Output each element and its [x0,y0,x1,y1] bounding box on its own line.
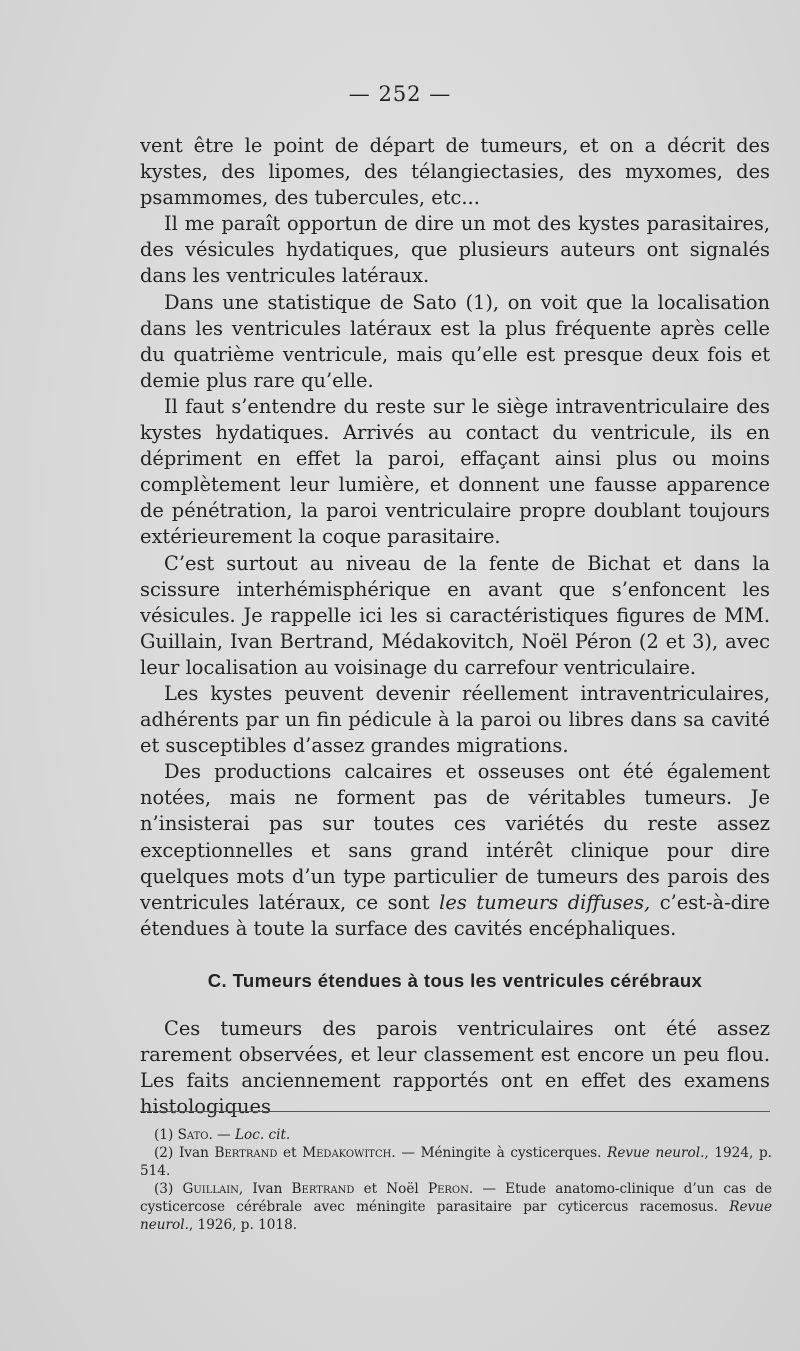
footnote-2 [140,1144,772,1180]
body-text [140,133,770,942]
footnote-3-connector-2: et Noël [354,1181,428,1197]
footnote-1-reference: Loc. cit. [235,1127,291,1143]
paragraph-7-text-b: c’est-à-dire étendues à toute la surface des cavités encéphaliques. [140,890,770,940]
footnote-2-prefix: Ivan [178,1145,215,1161]
footnote-2-number: (2) [154,1145,174,1161]
footnotes [140,1126,772,1234]
footnote-3-journal: Revue neurol. [140,1199,772,1233]
footnote-3-number: (3) [154,1181,174,1197]
footnote-1 [140,1126,772,1144]
footnote-1-separator: — [212,1127,236,1143]
section-heading: C. Tumeurs étendues à tous les ventricules cérébraux [207,970,703,991]
footnote-2-author-2: Medakowitch. [302,1145,396,1161]
footnote-1-number: (1) [154,1127,174,1143]
paragraph-5: C’est surtout au niveau de la fente de Bichat et dans la scissure interhémisphérique en avant que s’enfoncent les vésicules. Je rappelle ici les si caractéristiques figures de MM. Guillain, Ivan Bertrand, Médakovitch, Noël Péron (2 et 3), avec leur localisation au voisinage du carrefour ventriculaire. [140,551,770,679]
paragraph-2: Il me paraît opportun de dire un mot des kystes parasitaires, des vésicules hydatiques, que plusieurs auteurs ont signalés dans les ventricules latéraux. [140,212,770,288]
paragraph-7 [140,759,770,942]
footnote-3 [140,1180,772,1234]
section-text [140,1016,770,1120]
footnote-2-title: — Méningite à cysticerques. [395,1145,608,1161]
footnote-2-tail: , 1924, p. 514. [140,1145,772,1179]
footnote-2-conjunction: et [277,1145,303,1161]
section-paragraph: Ces tumeurs des parois ventriculaires ont été assez rarement observées, et leur classement est encore un peu flou. Les faits anciennement rapportés ont en effet des examens histologiques [140,1017,770,1119]
footnote-2-author-1: Bertrand [214,1145,278,1161]
footnote-3-tail: , 1926, p. 1018. [188,1217,298,1233]
footnote-2-journal: Revue neurol. [607,1145,705,1161]
paragraph-7-italic: les tumeurs diffuses, [439,890,651,914]
footnote-divider [140,1111,770,1112]
paragraph-1: vent être le point de départ de tumeurs, et on a décrit des kystes, des lipomes, des télangiectasies, des myxomes, des psammomes, des tubercules, etc... [140,134,770,210]
footnote-1-author: Sato. [177,1127,213,1143]
paragraph-3: Dans une statistique de Sato (1), on voit que la localisation dans les ventricules latéraux est la plus fréquente après celle du quatrième ventricule, mais qu’elle est presque deux fois et demie plus rare qu’elle. [140,290,770,392]
page-number: — 252 — [348,82,452,106]
footnote-3-author-3: Peron. [427,1181,474,1197]
paragraph-7-text-a: Des productions calcaires et osseuses ont été également notées, mais ne forment pas de véritables tumeurs. Je n’insisterai pas sur toutes ces variétés du reste assez exceptionnelles et sans grand intérêt clinique pour dire quelques mots d’un type particulier de tumeurs des parois des ventricules latéraux, ce sont [140,760,770,914]
paragraph-4: Il faut s’entendre du reste sur le siège intraventriculaire des kystes hydatiques. Arrivés au contact du ventricule, ils en dépriment en effet la paroi, effaçant ainsi plus ou moins complètement leur lumière, et donnent une fausse apparence de pénétration, la paroi ventriculaire propre doublant toujours extérieurement la coque parasitaire. [140,394,770,549]
footnote-3-connector-1: Ivan [243,1181,292,1197]
footnote-3-title: — Etude anatomo-clinique d’un cas de cysticercose cérébrale avec méningite parasitaire par cyticercus racemosus. [140,1181,772,1215]
footnote-3-author-2: Bertrand [291,1181,355,1197]
paragraph-6: Les kystes peuvent devenir réellement intraventriculaires, adhérents par un fin pédicule à la paroi ou libres dans sa cavité et susceptibles d’assez grandes migrations. [140,681,770,758]
footnote-3-author-1: Guillain, [182,1181,244,1197]
